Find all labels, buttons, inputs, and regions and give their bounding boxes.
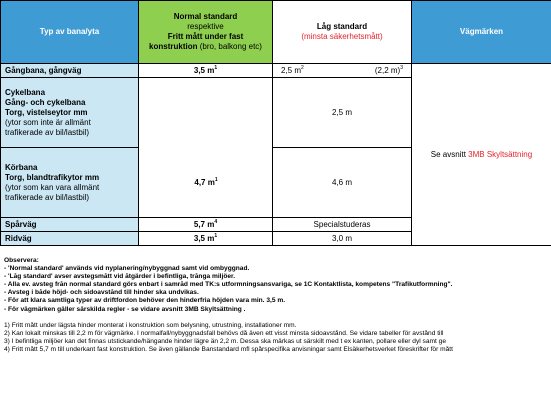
low-sparvag: Specialstuderas [273, 218, 412, 232]
header-low-subtitle: (minsta säkerhetsmått) [301, 32, 383, 41]
footnote-4: 4) Fritt mått 5,7 m till underkant fast konstruktion. Se även gällande Banstandard mfl spårspecifika anvisningar samt Elsäkerhetsverket föreskrifter för mått [4, 345, 453, 353]
header-normal-fritt: Fritt mått under fast [167, 32, 244, 41]
low-korbana: 4,6 m [273, 148, 412, 218]
label-gangbana: Gångbana, gångväg [1, 64, 139, 78]
row-gangbana [1, 64, 551, 78]
header-low-standard [273, 1, 412, 64]
note-bullet-5: - För att klara samtliga typer av driftfordon behöver den hinderfria höjden vara min. 3,5 m. [4, 297, 286, 305]
label-sparvag: Spårväg [1, 218, 139, 232]
label-ridvag: Ridväg [1, 232, 139, 246]
note-bullet-6: - För vägmärken gäller särskilda regler - se vidare avsnitt 3MB Skyltsättning . [4, 305, 246, 313]
note-bullet-1: - 'Normal standard' används vid nyplanering/nybyggnad samt vid ombyggnad. [4, 265, 250, 273]
notes-heading: Observera: [4, 257, 39, 264]
header-normal-title: Normal standard [173, 12, 238, 21]
normal-cykelbana [139, 78, 273, 218]
footnote-3: 3) I befintliga miljöer kan det finnas utstickande/hängande hinder lägre än 2,2 m. Dessa ska märkas ut särskilt med t ex kanten, pollare eller dyl samt ge [4, 337, 447, 345]
header-normal-standard [139, 1, 273, 64]
low-ridvag: 3,0 m [273, 232, 412, 246]
footnote-1: 1) Fritt mått under lägsta hinder monterat i konstruktion som belysning, utrustning, installationer mm. [4, 321, 297, 329]
skyltsattning-link[interactable]: 3MB Skyltsättning [468, 149, 533, 159]
notes-section [4, 257, 549, 354]
header-low-title: Låg standard [316, 22, 368, 31]
note-bullet-2: - 'Låg standard' avser avstegsmått vid åtgärder i befintliga, trånga miljöer. [4, 273, 236, 281]
header-row [1, 1, 551, 64]
low-gangbana: 2,5 $m^2$ (2,2 m)$^3$ [273, 64, 412, 78]
normal-korbana: 4,7 $m^1$ [194, 177, 218, 187]
header-vagmarken: Vägmärken [412, 1, 551, 64]
header-normal-konstruktion: konstruktion (bro, balkong etc) [149, 42, 262, 51]
note-bullet-3: - Alla ev. avsteg från normal standard görs enbart i samråd med TK:s utformningsansvariga, se 1C Kontaktlista, kompetens "Trafikutformning". [4, 281, 453, 289]
normal-sparvag: 5,7 $m^4$ [139, 218, 273, 232]
normal-ridvag: 3,5 $m^1$ [139, 232, 273, 246]
normal-gangbana: 3,5 $m^1$ [139, 64, 273, 78]
header-normal-respektive: respektive [187, 22, 224, 31]
note-bullet-4: - Avsteg i både höjd- och sidoavstånd till hinder ska undvikas. [4, 289, 199, 297]
label-korbana: Körbana Torg, blandtrafikytor mm (ytor som kan vara allmänt trafikerade av bil/lastbil) [1, 148, 139, 218]
label-cykelbana: Cykelbana Gång- och cykelbana Torg, vistelseytor mm (ytor som inte är allmänt trafikerade av bil/lastbil) [1, 78, 139, 148]
footnote-2: 2) Kan lokalt minskas till 2,2 m för vägmärke. I normalfall/nybyggnadsfall behövs då även ett visst minsta sidoavstånd. Se vidare tabeller för avstånd till [4, 329, 444, 337]
low-cykelbana: 2,5 m [273, 78, 412, 148]
header-type: Typ av bana/yta [1, 1, 139, 64]
vagmarken-cell: Se avsnitt 3MB Skyltsättning [412, 64, 551, 246]
